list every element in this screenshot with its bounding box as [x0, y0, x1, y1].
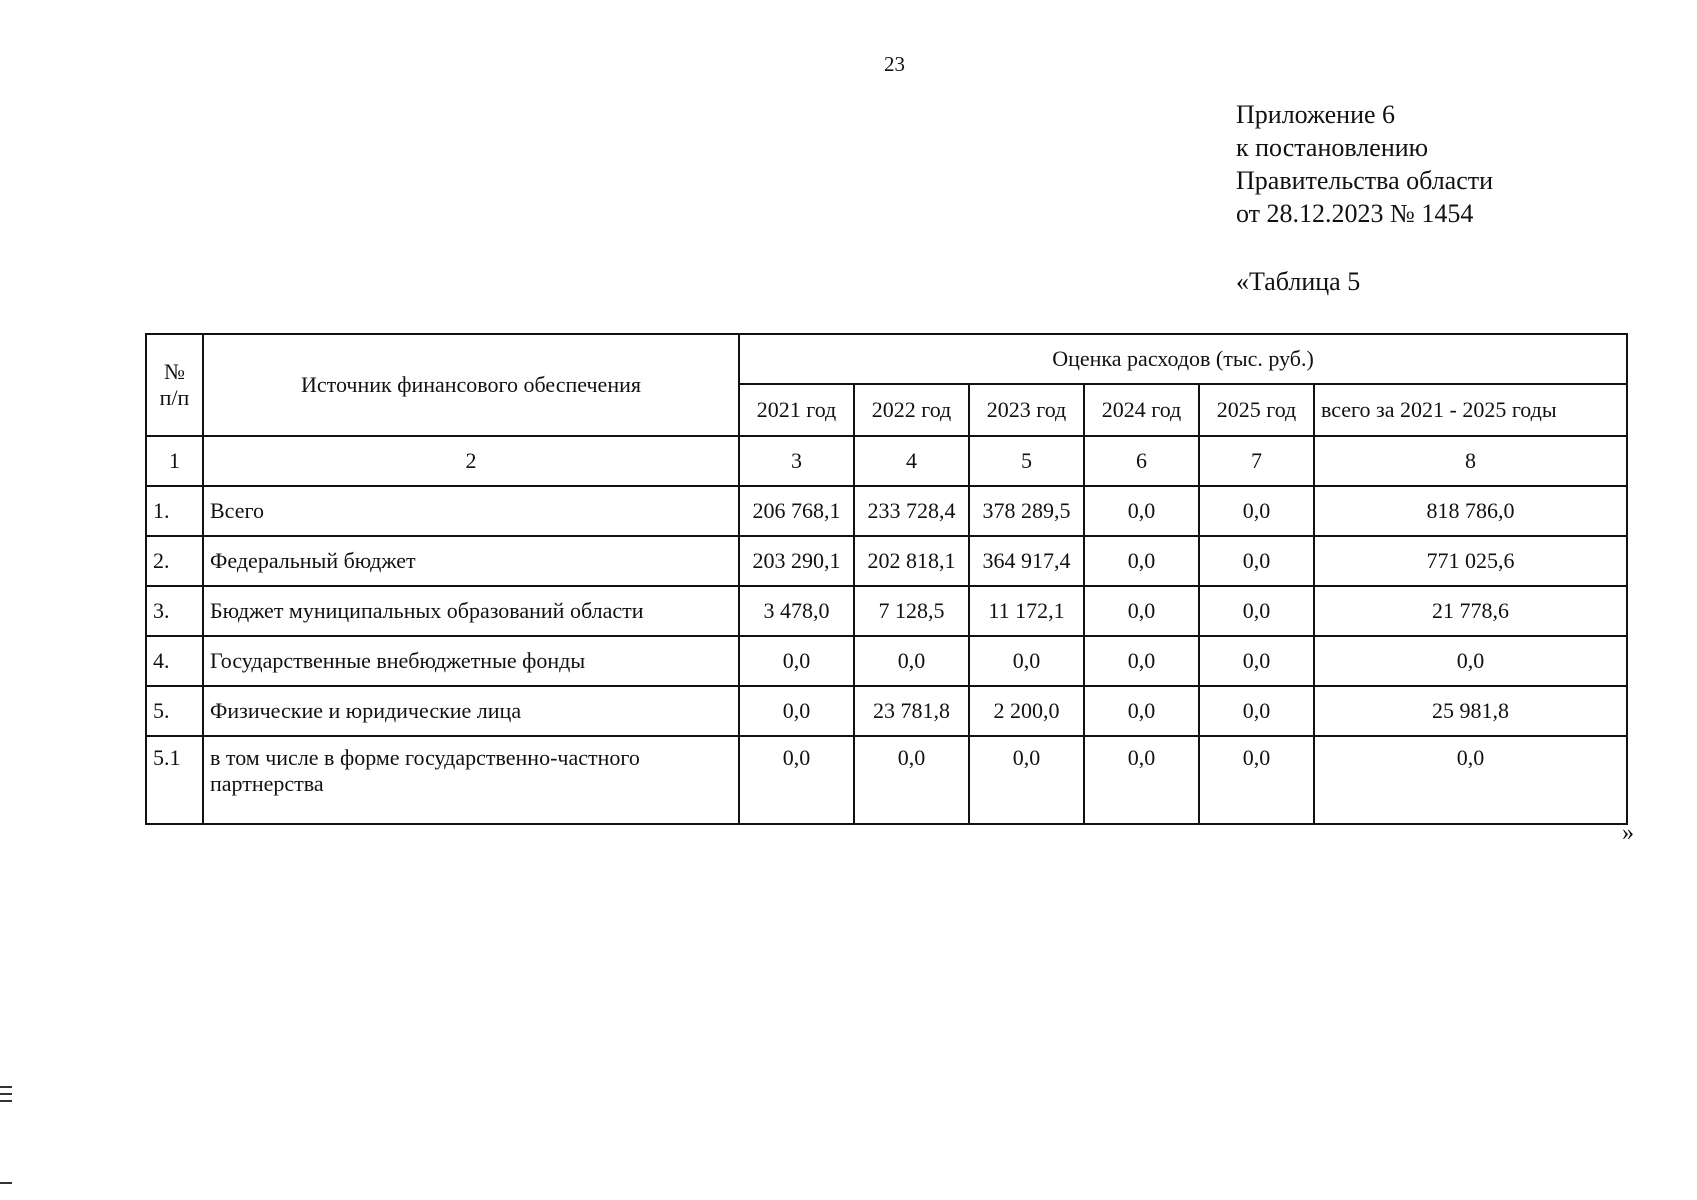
scan-edge-mark [0, 1182, 12, 1184]
row-total: 818 786,0 [1314, 486, 1627, 536]
table-row [146, 486, 1627, 536]
row-value: 0,0 [969, 736, 1084, 824]
row-total: 25 981,8 [1314, 686, 1627, 736]
page-number: 23 [884, 52, 905, 76]
row-total: 21 778,6 [1314, 586, 1627, 636]
header-estimate: Оценка расходов (тыс. руб.) [739, 334, 1627, 384]
row-value: 0,0 [969, 636, 1084, 686]
header-total: всего за 2021 - 2025 годы [1314, 384, 1627, 436]
row-value: 206 768,1 [739, 486, 854, 536]
row-value: 0,0 [1199, 586, 1314, 636]
financing-table [145, 333, 1628, 825]
col-number: 8 [1314, 436, 1627, 486]
scan-edge-mark [0, 1100, 12, 1102]
row-source: в том числе в форме государственно-частного партнерства [203, 736, 739, 824]
row-value: 0,0 [1084, 586, 1199, 636]
row-total: 771 025,6 [1314, 536, 1627, 586]
row-total: 0,0 [1314, 736, 1627, 824]
row-num: 4. [146, 636, 203, 686]
row-value: 3 478,0 [739, 586, 854, 636]
row-value: 233 728,4 [854, 486, 969, 536]
row-value: 0,0 [1199, 686, 1314, 736]
row-value: 23 781,8 [854, 686, 969, 736]
row-num: 3. [146, 586, 203, 636]
row-value: 0,0 [1199, 486, 1314, 536]
scan-edge-mark [0, 1093, 12, 1095]
row-total: 0,0 [1314, 636, 1627, 686]
row-source: Государственные внебюджетные фонды [203, 636, 739, 686]
col-number: 2 [203, 436, 739, 486]
row-value: 11 172,1 [969, 586, 1084, 636]
table-row [146, 536, 1627, 586]
row-num: 1. [146, 486, 203, 536]
annex-line-1: Приложение 6 [1236, 100, 1396, 129]
row-value: 0,0 [854, 636, 969, 686]
row-value: 0,0 [854, 736, 969, 824]
row-value: 0,0 [1199, 636, 1314, 686]
closing-quote: » [1622, 820, 1634, 846]
header-year-2024: 2024 год [1084, 384, 1199, 436]
row-value: 0,0 [739, 686, 854, 736]
header-year-2025: 2025 год [1199, 384, 1314, 436]
annex-line-3: Правительства области [1236, 166, 1494, 195]
table-row [146, 586, 1627, 636]
col-number: 5 [969, 436, 1084, 486]
col-number: 6 [1084, 436, 1199, 486]
header-year-2023: 2023 год [969, 384, 1084, 436]
row-value: 0,0 [1199, 536, 1314, 586]
col-number: 1 [146, 436, 203, 486]
table-row [146, 686, 1627, 736]
row-source: Федеральный бюджет [203, 536, 739, 586]
row-value: 0,0 [739, 736, 854, 824]
row-value: 202 818,1 [854, 536, 969, 586]
row-num: 5. [146, 686, 203, 736]
row-value: 0,0 [1084, 686, 1199, 736]
row-value: 364 917,4 [969, 536, 1084, 586]
scan-edge-mark [0, 1086, 12, 1088]
row-value: 0,0 [1199, 736, 1314, 824]
row-value: 2 200,0 [969, 686, 1084, 736]
row-source: Физические и юридические лица [203, 686, 739, 736]
header-year-2021: 2021 год [739, 384, 854, 436]
row-value: 0,0 [739, 636, 854, 686]
annex-line-2: к постановлению [1236, 133, 1429, 162]
header-num: № п/п [146, 334, 203, 436]
row-value: 0,0 [1084, 536, 1199, 586]
table-row [146, 736, 1627, 824]
row-source: Всего [203, 486, 739, 536]
row-value: 0,0 [1084, 736, 1199, 824]
table-caption: «Таблица 5 [1236, 267, 1361, 296]
header-year-2022: 2022 год [854, 384, 969, 436]
row-num: 2. [146, 536, 203, 586]
row-num: 5.1 [146, 736, 203, 824]
row-value: 0,0 [1084, 486, 1199, 536]
row-value: 0,0 [1084, 636, 1199, 686]
col-number: 7 [1199, 436, 1314, 486]
col-number: 4 [854, 436, 969, 486]
annex-header [1236, 98, 1493, 230]
row-value: 378 289,5 [969, 486, 1084, 536]
header-source: Источник финансового обеспечения [203, 334, 739, 436]
col-number: 3 [739, 436, 854, 486]
row-source: Бюджет муниципальных образований области [203, 586, 739, 636]
row-value: 7 128,5 [854, 586, 969, 636]
table-row [146, 636, 1627, 686]
annex-line-4: от 28.12.2023 № 1454 [1236, 199, 1474, 228]
row-value: 203 290,1 [739, 536, 854, 586]
